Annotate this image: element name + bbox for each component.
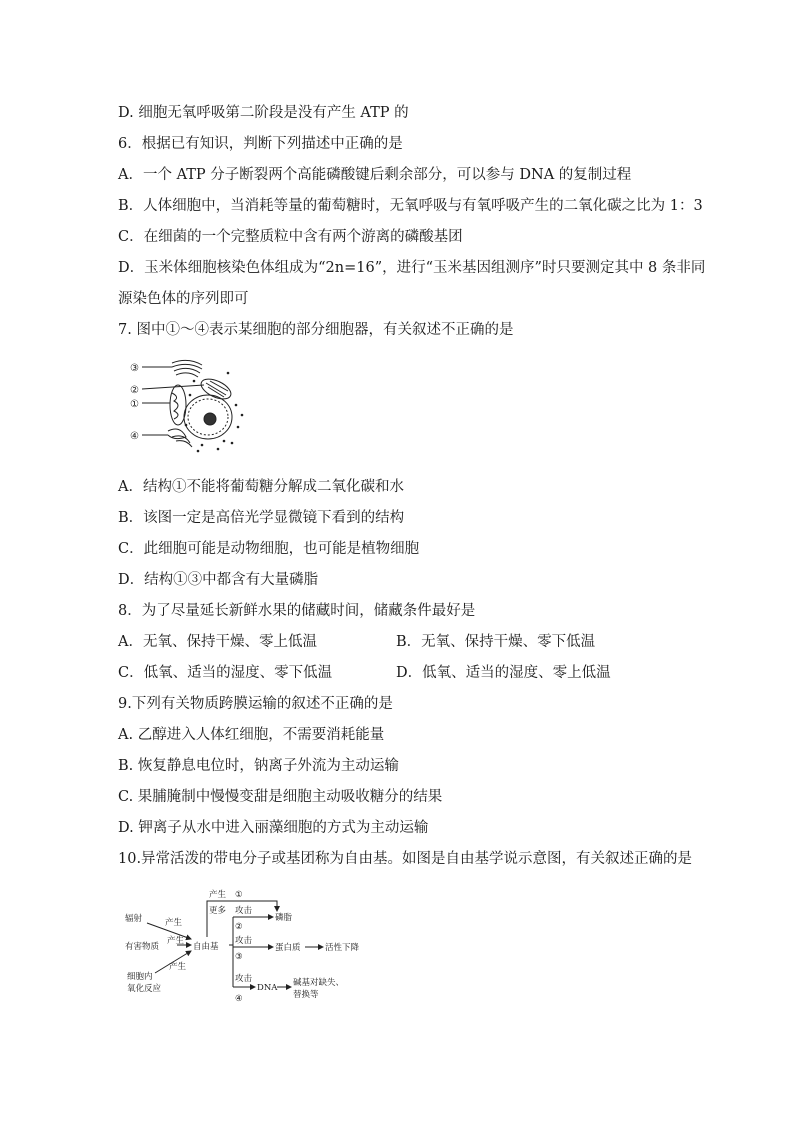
protein-label: 蛋白质 — [275, 943, 301, 953]
label-4: ④ — [130, 431, 139, 442]
q7-option-d: D．结构①③中都含有大量磷脂 — [118, 572, 319, 588]
q10-stem: 10.异常活泼的带电分子或基团称为自由基。如图是自由基学说示意图，有关叙述正确的是 — [118, 851, 693, 867]
num-1: ① — [235, 890, 243, 900]
label-1: ① — [130, 399, 139, 410]
produce-label-1: 产生 — [165, 918, 183, 928]
dna-label: DNA — [257, 983, 278, 993]
q7-stem: 7. 图中①～④表示某细胞的部分细胞器，有关叙述不正确的是 — [118, 322, 514, 338]
harmful-label: 有害物质 — [125, 942, 160, 952]
q6-stem: 6．根据已有知识，判断下列描述中正确的是 — [118, 136, 403, 152]
q5-option-d: D. 细胞无氧呼吸第二阶段是没有产生 ATP 的 — [118, 105, 409, 121]
more-label: 更多 — [209, 906, 227, 916]
q8-option-c: C．低氧、适当的湿度、零下低温 — [118, 665, 333, 681]
q6-option-d-line2: 源染色体的序列即可 — [118, 291, 249, 307]
free-radical-label: 自由基 — [193, 942, 219, 952]
q7-option-a: A．结构①不能将葡萄糖分解成二氧化碳和水 — [118, 479, 404, 495]
q9-option-a: A. 乙醇进入人体红细胞，不需要消耗能量 — [118, 727, 385, 743]
lipid-label: 磷脂 — [275, 913, 293, 923]
mutation-label-2: 替换等 — [293, 990, 319, 1000]
produce-label-4: 产生 — [209, 890, 227, 900]
q6-option-b: B．人体细胞中，当消耗等量的葡萄糖时，无氧呼吸与有氧呼吸产生的二氧化碳之比为 1：3 — [118, 198, 703, 214]
q6-option-c: C．在细菌的一个完整质粒中含有两个游离的磷酸基团 — [118, 229, 463, 245]
label-3: ③ — [130, 363, 139, 374]
produce-label-2: 产生 — [167, 936, 185, 946]
redox-label-2: 氧化反应 — [127, 984, 162, 994]
attack-label-3: 攻击 — [235, 974, 253, 984]
attack-label-2: 攻击 — [235, 936, 253, 946]
redox-label-1: 细胞内 — [127, 972, 153, 982]
q7-option-b: B．该图一定是高倍光学显微镜下看到的结构 — [118, 510, 405, 526]
q8-stem: 8．为了尽量延长新鲜水果的储藏时间，储藏条件最好是 — [118, 603, 476, 619]
q8-option-b: B．无氧、保持干燥、零下低温 — [396, 634, 596, 650]
label-2: ② — [130, 385, 139, 396]
q9-option-b: B. 恢复静息电位时，钠离子外流为主动运输 — [118, 758, 399, 774]
q6-option-a: A．一个 ATP 分子断裂两个高能磷酸键后剩余部分，可以参与 DNA 的复制过程 — [118, 167, 632, 183]
free-radical-diagram — [125, 885, 365, 1005]
q9-stem: 9.下列有关物质跨膜运输的叙述不正确的是 — [118, 696, 393, 712]
q8-option-a: A．无氧、保持干燥、零上低温 — [118, 634, 317, 650]
num-2: ② — [235, 922, 243, 932]
q9-option-c: C. 果脯腌制中慢慢变甜是细胞主动吸收糖分的结果 — [118, 789, 443, 805]
produce-label-3: 产生 — [169, 962, 187, 972]
num-4: ④ — [235, 994, 243, 1004]
radiation-label: 辐射 — [125, 914, 143, 924]
mutation-label-1: 碱基对缺失、 — [293, 978, 345, 988]
q7-option-c: C．此细胞可能是动物细胞，也可能是植物细胞 — [118, 541, 420, 557]
num-3: ③ — [235, 952, 243, 962]
attack-label-1: 攻击 — [235, 906, 253, 916]
q8-option-d: D．低氧、适当的湿度、零上低温 — [396, 665, 611, 681]
activity-down-label: 活性下降 — [325, 943, 360, 953]
q9-option-d: D. 钾离子从水中进入丽藻细胞的方式为主动运输 — [118, 820, 429, 836]
q6-option-d-line1: D．玉米体细胞核染色体组成为“2n=16”，进行“玉米基因组测序”时只要测定其中 8 条非同 — [118, 260, 706, 276]
organelle-figure — [128, 355, 253, 460]
